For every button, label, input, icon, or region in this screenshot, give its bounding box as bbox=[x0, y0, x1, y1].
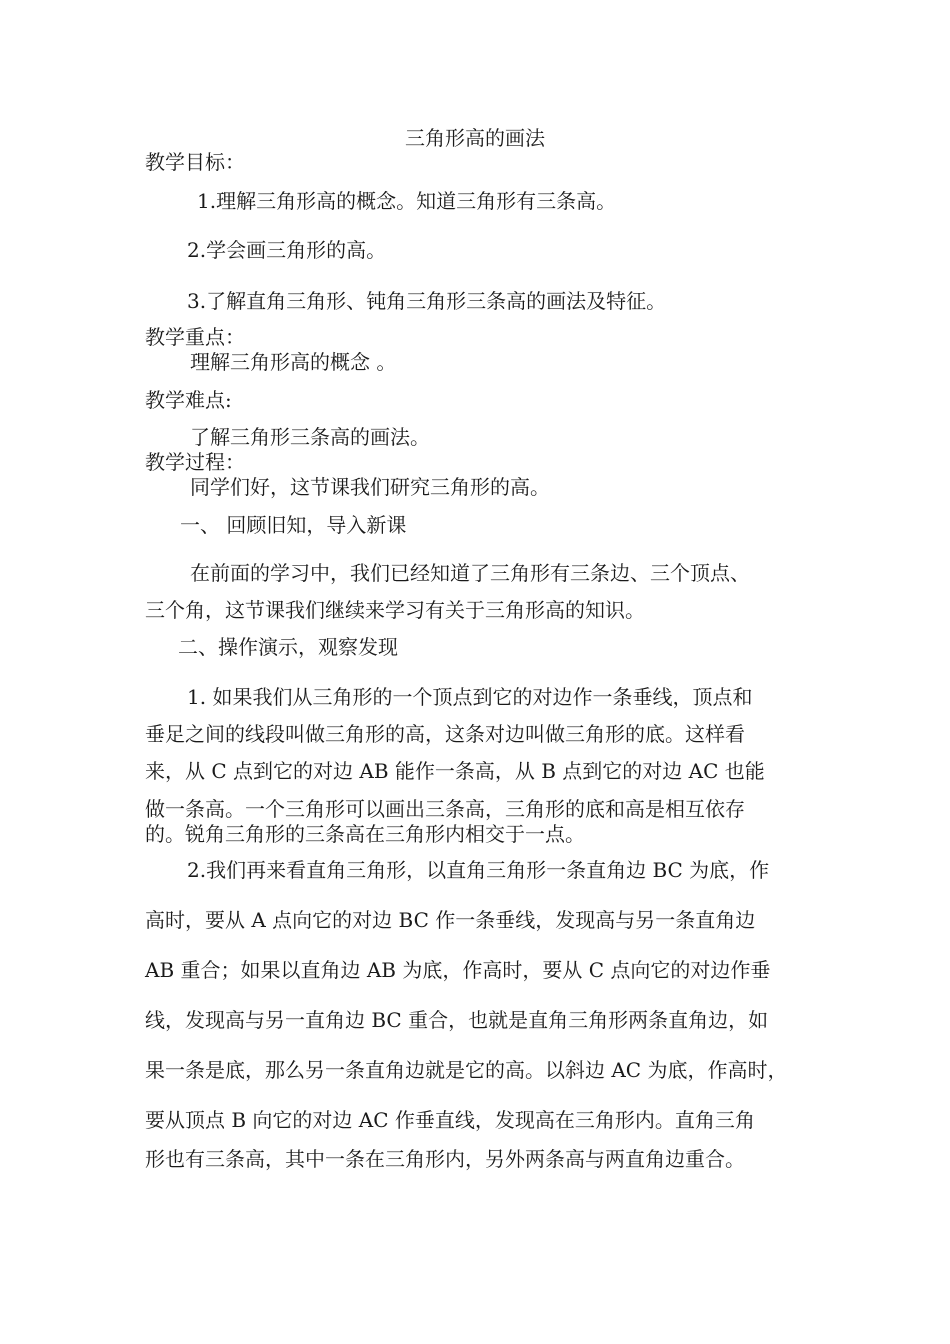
section2-para1-line-3: 来，从 C 点到它的对边 AB 能作一条高，从 B 点到它的对边 AC 也能 bbox=[145, 759, 765, 783]
process-heading: 教学过程： bbox=[145, 450, 245, 474]
section2-heading: 二、操作演示，观察发现 bbox=[178, 635, 398, 659]
process-greeting: 同学们好，这节课我们研究三角形的高。 bbox=[190, 475, 550, 499]
objectives-heading: 教学目标： bbox=[145, 150, 245, 174]
section1-heading: 一、 回顾旧知，导入新课 bbox=[180, 513, 407, 537]
objective-item-2: 2.学会画三角形的高。 bbox=[187, 238, 387, 262]
section2-para1-line-5: 的。锐角三角形的三条高在三角形内相交于一点。 bbox=[145, 822, 585, 846]
key-point-text: 理解三角形高的概念 。 bbox=[190, 350, 397, 374]
section2-para2-line-4: 线，发现高与另一直角边 BC 重合，也就是直角三角形两条直角边，如 bbox=[145, 1008, 769, 1032]
section2-para2-line-2: 高时，要从 A 点向它的对边 BC 作一条垂线，发现高与另一条直角边 bbox=[145, 908, 756, 932]
section1-line-1: 在前面的学习中，我们已经知道了三角形有三条边、三个顶点、 bbox=[190, 561, 750, 585]
section2-para1-line-2: 垂足之间的线段叫做三角形的高，这条对边叫做三角形的底。这样看 bbox=[145, 722, 745, 746]
objective-item-1: 1.理解三角形高的概念。知道三角形有三条高。 bbox=[197, 189, 617, 213]
section2-para1-line-4: 做一条高。一个三角形可以画出三条高，三角形的底和高是相互依存 bbox=[145, 797, 745, 821]
section1-line-2: 三个角，这节课我们继续来学习有关于三角形高的知识。 bbox=[145, 598, 645, 622]
objective-item-3: 3.了解直角三角形、钝角三角形三条高的画法及特征。 bbox=[187, 289, 667, 313]
section2-para2-line-1: 2.我们再来看直角三角形，以直角三角形一条直角边 BC 为底，作 bbox=[187, 858, 770, 882]
section2-para2-line-5: 果一条是底，那么另一条直角边就是它的高。以斜边 AC 为底，作高时， bbox=[145, 1058, 788, 1082]
section2-para2-line-6: 要从顶点 B 向它的对边 AC 作垂直线，发现高在三角形内。直角三角 bbox=[145, 1108, 755, 1132]
section2-para1-line-1: 1. 如果我们从三角形的一个顶点到它的对边作一条垂线，顶点和 bbox=[187, 685, 753, 709]
difficulty-text: 了解三角形三条高的画法。 bbox=[190, 425, 430, 449]
key-point-heading: 教学重点： bbox=[145, 325, 245, 349]
difficulty-heading: 教学难点: bbox=[145, 388, 232, 412]
section2-para2-line-7: 形也有三条高，其中一条在三角形内，另外两条高与两直角边重合。 bbox=[145, 1147, 745, 1171]
page-title: 三角形高的画法 bbox=[405, 126, 545, 150]
section2-para2-line-3: AB 重合；如果以直角边 AB 为底，作高时，要从 C 点向它的对边作垂 bbox=[145, 958, 771, 982]
